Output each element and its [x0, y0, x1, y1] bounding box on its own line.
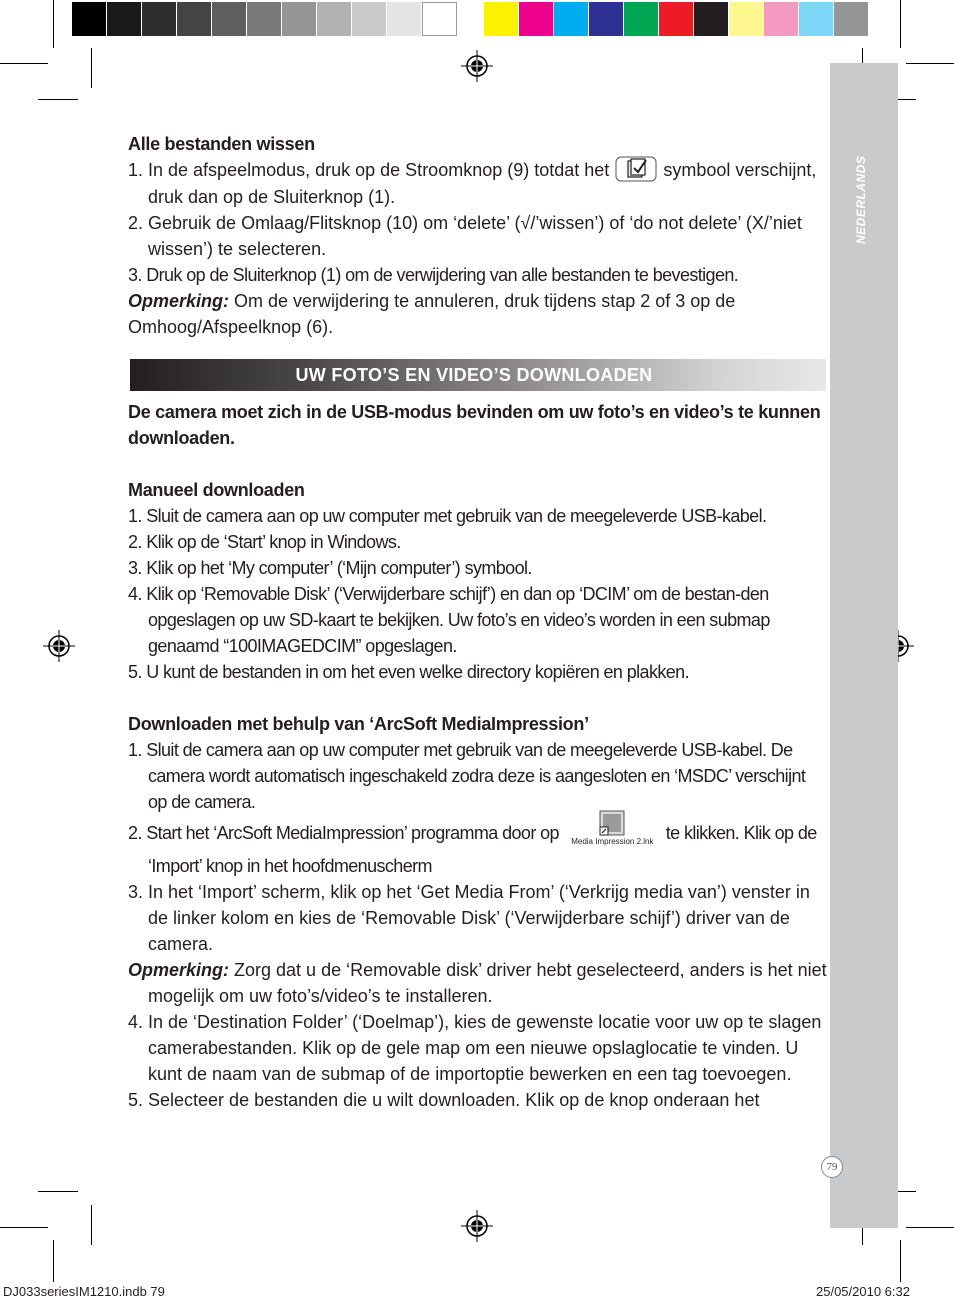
- page-number: 79: [821, 1156, 843, 1178]
- color-swatch: [729, 2, 764, 36]
- section-banner: UW FOTO’S EN VIDEO’S DOWNLOADEN: [130, 359, 826, 391]
- section-title: Alle bestanden wissen: [128, 134, 315, 154]
- registration-mark-icon: [461, 1210, 493, 1242]
- color-swatch: [484, 2, 519, 36]
- list-item: 2. Start het ‘ArcSoft MediaImpression’ programma door op Media Impression 2.lnk te klikken. Klik op de ‘Import’ knop in het hoofdmenuscherm: [128, 815, 828, 879]
- color-swatch: [799, 2, 834, 36]
- crop-mark: [0, 1227, 48, 1228]
- crop-mark: [906, 1227, 954, 1228]
- color-swatch: [142, 2, 177, 36]
- list-item: 4. In de ‘Destination Folder’ (‘Doelmap’), kies de gewenste locatie voor uw op te slagen camerabestanden. Klik op de gele map om een nieuwe opslaglocatie te vinden. U kunt de naam van de submap of de importoptie bewerken en een tag toevoegen.: [128, 1012, 822, 1084]
- list-item: 4. Klik op ‘Removable Disk’ (‘Verwijderbare schijf’) en dan op ‘DCIM’ om de bestan-den opgeslagen op uw SD-kaart te bekijken. Uw foto’s en video’s worden in een submap genaamd “100IMAGEDCIM” opgeslagen.: [128, 584, 770, 656]
- language-label: NEDERLANDS: [854, 155, 868, 244]
- list-item: 1. Sluit de camera aan op uw computer met gebruik van de meegeleverde USB-kabel.: [128, 506, 767, 526]
- crop-mark: [38, 99, 78, 100]
- color-swatch: [282, 2, 317, 36]
- note: Opmerking: Om de verwijdering te annuleren, druk tijdens stap 2 of 3 op de Omhoog/Afspeelknop (6).: [128, 291, 736, 338]
- process-color-bar: [484, 2, 869, 36]
- color-swatch: [107, 2, 142, 36]
- section-title: Manueel downloaden: [128, 480, 305, 500]
- color-swatch: [834, 2, 869, 36]
- list-item: 5. Selecteer de bestanden die u wilt downloaden. Klik op de knop onderaan het: [128, 1090, 760, 1110]
- color-swatch: [352, 2, 387, 36]
- color-swatch: [624, 2, 659, 36]
- list-item: 3. Druk op de Sluiterknop (1) om de verwijdering van alle bestanden te bevestigen.: [128, 265, 739, 286]
- download-section: [128, 399, 828, 1113]
- crop-mark: [38, 1191, 78, 1192]
- intro-text: De camera moet zich in de USB-modus bevinden om uw foto’s en video’s te kunnen downloaden.: [128, 402, 821, 448]
- note: Opmerking: Zorg dat u de ‘Removable disk’ driver hebt geselecteerd, anders is het niet mogelijk om uw foto’s/video’s te installeren.: [128, 960, 827, 1006]
- color-swatch: [317, 2, 352, 36]
- crop-mark: [906, 63, 954, 64]
- color-swatch: [212, 2, 247, 36]
- crop-mark: [91, 48, 92, 88]
- delete-all-section: [128, 131, 828, 340]
- list-item: 1. Sluit de camera aan op uw computer met gebruik van de meegeleverde USB-kabel. De camera wordt automatisch ingeschakeld zodra deze is aangesloten en ‘MSDC’ verschijnt op de camera.: [128, 740, 806, 812]
- list-item: 3. Klik op het ‘My computer’ (‘Mijn computer’) symbool.: [128, 558, 532, 578]
- crop-mark: [900, 0, 901, 48]
- color-swatch: [589, 2, 624, 36]
- media-impression-shortcut-icon: Media Impression 2.lnk: [563, 809, 661, 847]
- crop-mark: [53, 1240, 54, 1282]
- delete-all-icon: [614, 156, 658, 182]
- crop-mark: [0, 63, 48, 64]
- color-swatch: [72, 2, 107, 36]
- registration-mark-icon: [43, 630, 75, 662]
- color-swatch: [387, 2, 422, 36]
- footer-date: 25/05/2010 6:32: [816, 1284, 910, 1299]
- list-item: 2. Klik op de ‘Start’ knop in Windows.: [128, 532, 401, 552]
- color-swatch: [177, 2, 212, 36]
- crop-mark: [53, 0, 54, 48]
- color-swatch: [764, 2, 799, 36]
- list-item: 3. In het ‘Import’ scherm, klik op het ‘Get Media From’ (‘Verkrijg media van’) venster in de linker kolom en kies de ‘Removable Disk’ (‘Verwijderbare schijf’) driver van de camera.: [128, 882, 810, 954]
- color-swatch: [659, 2, 694, 36]
- list-item: 5. U kunt de bestanden in om het even welke directory kopiëren en plakken.: [128, 662, 689, 682]
- crop-mark: [91, 1205, 92, 1245]
- color-swatch: [519, 2, 554, 36]
- section-title: Downloaden met behulp van ‘ArcSoft MediaImpression’: [128, 714, 589, 734]
- list-item: 2. Gebruik de Omlaag/Flitsknop (10) om ‘delete’ (√/’wissen’) of ‘do not delete’ (X/’niet wissen’) te selecteren.: [128, 213, 802, 260]
- list-item: 1. In de afspeelmodus, druk op de Stroomknop (9) totdat het symbool verschijnt, druk dan op de Sluiterknop (1).: [128, 157, 828, 210]
- color-swatch: [422, 2, 457, 36]
- footer-file-info: DJ033seriesIM1210.indb 79: [3, 1284, 165, 1299]
- color-swatch: [554, 2, 589, 36]
- crop-mark: [900, 1240, 901, 1282]
- color-swatch: [247, 2, 282, 36]
- registration-mark-icon: [461, 50, 493, 82]
- color-swatch: [694, 2, 729, 36]
- grayscale-color-bar: [72, 2, 457, 36]
